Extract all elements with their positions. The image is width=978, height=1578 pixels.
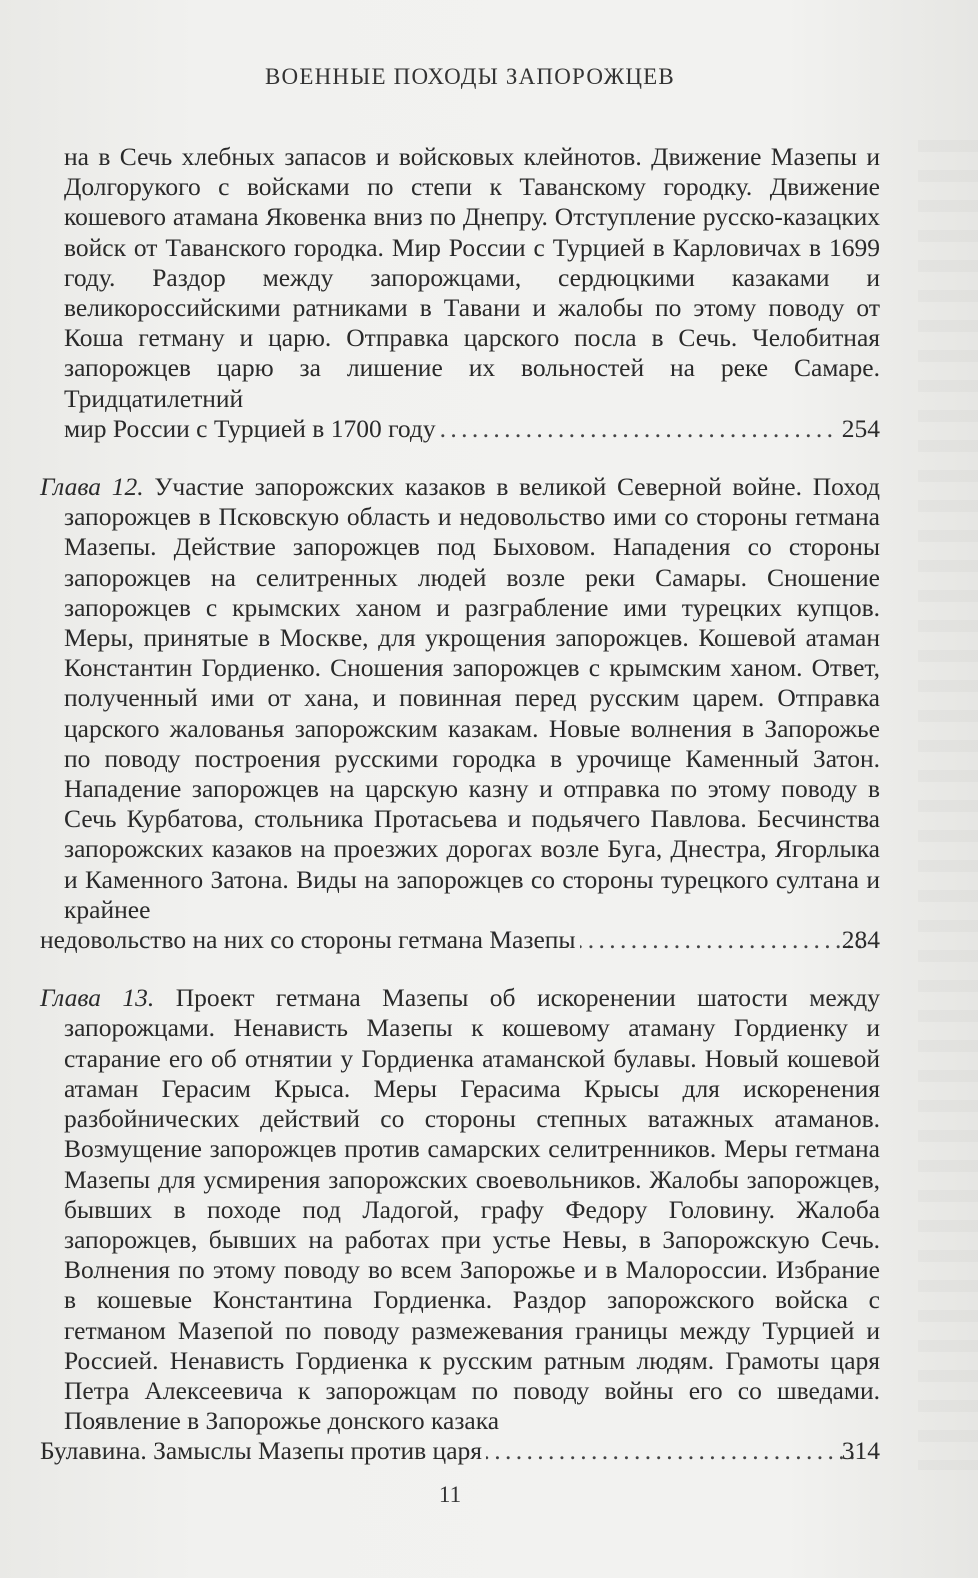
- bleed-through-shadow: [918, 140, 978, 1470]
- toc-entry-continued: [40, 142, 880, 444]
- entry-last-line-text: недовольство на них со стороны гетмана Мазепы: [40, 925, 576, 955]
- entry-text: Проект гетмана Мазепы об искоренении шатости между запорожцами. Ненависть Мазепы к кошевому атаману Гордиенку и старание его об отнятии у Гордиенка атаманской булавы. Новый кошевой атаман Герасим Крыса. Меры Герасима Крысы для искоренения разбойнических действий со стороны степных ватажных атаманов. Возмущение запорожцев против самарских селитренников. Меры гетмана Мазепы для усмирения запорожских своевольников. Жалобы запорожцев, бывших в походе под Ладогой, графу Федору Головину. Жалоба запорожцев, бывших на работах при устье Невы, в Запорожскую Сечь. Волнения по этому поводу во всем Запорожье и в Малороссии. Избрание в кошевые Константина Гордиенка. Раздор запорожского войска с гетманом Мазепой по поводу размежевания границы между Турцией и Россией. Ненависть Гордиенка к русским ратным людям. Грамоты царя Петра Алексеевича к запорожцам по поводу войны его со шведами. Появление в Запорожье донского казака: [64, 983, 880, 1436]
- entry-last-line: [40, 1436, 880, 1466]
- entry-last-line: [40, 925, 880, 955]
- entry-last-line: [64, 414, 880, 444]
- chapter-label: Глава 12.: [40, 472, 144, 502]
- dot-leader: [440, 414, 838, 444]
- entry-body: [40, 472, 880, 925]
- dot-leader: [486, 1436, 862, 1466]
- page-number: 284: [841, 925, 880, 955]
- chapter-label: Глава 13.: [40, 983, 155, 1013]
- toc-entry-chapter-12: [40, 472, 880, 955]
- entry-text: на в Сечь хлебных запасов и войсковых клейнотов. Движение Мазепы и Долгорукого с войсками по степи к Таванскому городку. Движение кошевого атамана Яковенка вниз по Днепру. Отступление русско-казацких войск от Таванского городка. Мир России с Турцией в Карловичах в 1699 году. Раздор между запорожцами, сердюцкими казаками и великороссийскими ратниками в Тавани и жалобы по этому поводу от Коша гетману и царю. Отправка царского посла в Сечь. Челобитная запорожцев царю за лишение их вольностей на реке Самаре. Тридцатилетний: [64, 142, 880, 413]
- entry-last-line-text: Булавина. Замыслы Мазепы против царя: [40, 1436, 482, 1466]
- page-number: 314: [841, 1436, 880, 1466]
- entry-last-line-text: мир России с Турцией в 1700 году: [64, 413, 436, 443]
- table-of-contents: [40, 142, 880, 1467]
- dot-leader: [580, 925, 862, 955]
- running-head: ВОЕННЫЕ ПОХОДЫ ЗАПОРОЖЦЕВ: [265, 64, 675, 89]
- page-number: 254: [841, 413, 880, 443]
- entry-text: Участие запорожских казаков в великой Северной войне. Поход запорожцев в Псковскую область и недовольство ими со стороны гетмана Мазепы. Действие запорожцев под Быховом. Нападения со стороны запорожцев на селитренных людей возле реки Самары. Сношение запорожцев с крымских ханом и разграбление ими турецких купцов. Меры, принятые в Москве, для укрощения запорожцев. Кошевой атаман Константин Гордиенко. Сношения запорожцев с крымским ханом. Ответ, полученный ими от хана, и повинная перед русским царем. Отправка царского жалованья запорожским казакам. Новые волнения в Запорожье по поводу построения русскими городка в урочище Каменный Затон. Нападение запорожцев на царскую казну и отправка по этому поводу в Сечь Курбатова, стольника Протасьева и подьячего Павлова. Бесчинства запорожских казаков на проезжих дорогах возле Буга, Днестра, Ягорлыка и Каменного Затона. Виды на запорожцев со стороны турецкого султана и крайнее: [64, 472, 880, 924]
- page-folio: 11: [438, 1482, 462, 1507]
- entry-body: [40, 983, 880, 1436]
- toc-entry-chapter-13: [40, 983, 880, 1466]
